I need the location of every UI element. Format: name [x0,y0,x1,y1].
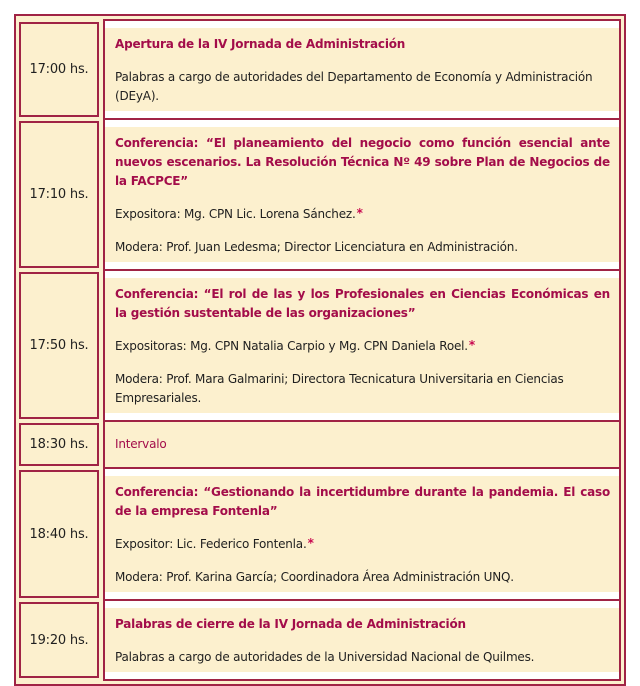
time-cell: 17:00 hs. [19,22,99,117]
footnote-asterisk: * [468,338,475,352]
session-title: Conferencia: “Gestionando la incertidumbre durante la pandemia. El caso de la empresa Fontenla” [115,485,610,518]
session-paragraph [115,337,610,356]
paragraph-text: Modera: Prof. Mara Galmarini; Directora Tecnicatura Universitaria en Ciencias Empresariales. [115,372,564,405]
content-cell [103,269,621,422]
time-cell: 18:40 hs. [19,470,99,598]
session-paragraph [115,535,610,554]
content-cell [103,19,621,120]
session-paragraph [115,568,610,587]
session-title: Conferencia: “El rol de las y los Profesionales en Ciencias Económicas en la gestión sustentable de las organizaciones” [115,287,610,320]
paragraph-text: Modera: Prof. Juan Ledesma; Director Licenciatura en Administración. [115,240,518,254]
content-cell [103,420,621,469]
session-paragraph [115,68,610,106]
time-cell: 18:30 hs. [19,423,99,466]
session-paragraph [115,648,610,667]
session-title: Conferencia: “El planeamiento del negocio como función esencial ante nuevos escenarios. La Resolución Técnica Nº 49 sobre Plan de Negocios de la FACPCE” [115,136,610,188]
paragraph-text: Palabras a cargo de autoridades del Departamento de Economía y Administración (DEyA). [115,70,593,103]
paragraph-text: Expositora: Mg. CPN Lic. Lorena Sánchez. [115,207,356,221]
schedule-row-break [19,420,621,469]
schedule-row [19,269,621,422]
content-cell [103,599,621,681]
schedule-row [19,599,621,681]
session-paragraph [115,238,610,257]
time-cell: 17:10 hs. [19,121,99,268]
schedule-row [19,467,621,601]
footnote-asterisk: * [356,206,363,220]
paragraph-text: Expositor: Lic. Federico Fontenla. [115,537,307,551]
content-cell [103,467,621,601]
session-paragraph [115,205,610,224]
conference-schedule-table [14,14,626,686]
content-cell [103,118,621,271]
session-title: Palabras de cierre de la IV Jornada de Administración [115,617,466,631]
session-paragraph [115,370,610,408]
paragraph-text: Modera: Prof. Karina García; Coordinadora Área Administración UNQ. [115,570,514,584]
time-cell: 17:50 hs. [19,272,99,419]
paragraph-text: Palabras a cargo de autoridades de la Universidad Nacional de Quilmes. [115,650,535,664]
session-paragraph [115,435,610,454]
paragraph-text: Intervalo [115,437,167,451]
schedule-row [19,19,621,120]
schedule-row [19,118,621,271]
session-title: Apertura de la IV Jornada de Administración [115,37,406,51]
paragraph-text: Expositoras: Mg. CPN Natalia Carpio y Mg. CPN Daniela Roel. [115,339,468,353]
footnote-asterisk: * [307,536,314,550]
time-cell: 19:20 hs. [19,602,99,678]
